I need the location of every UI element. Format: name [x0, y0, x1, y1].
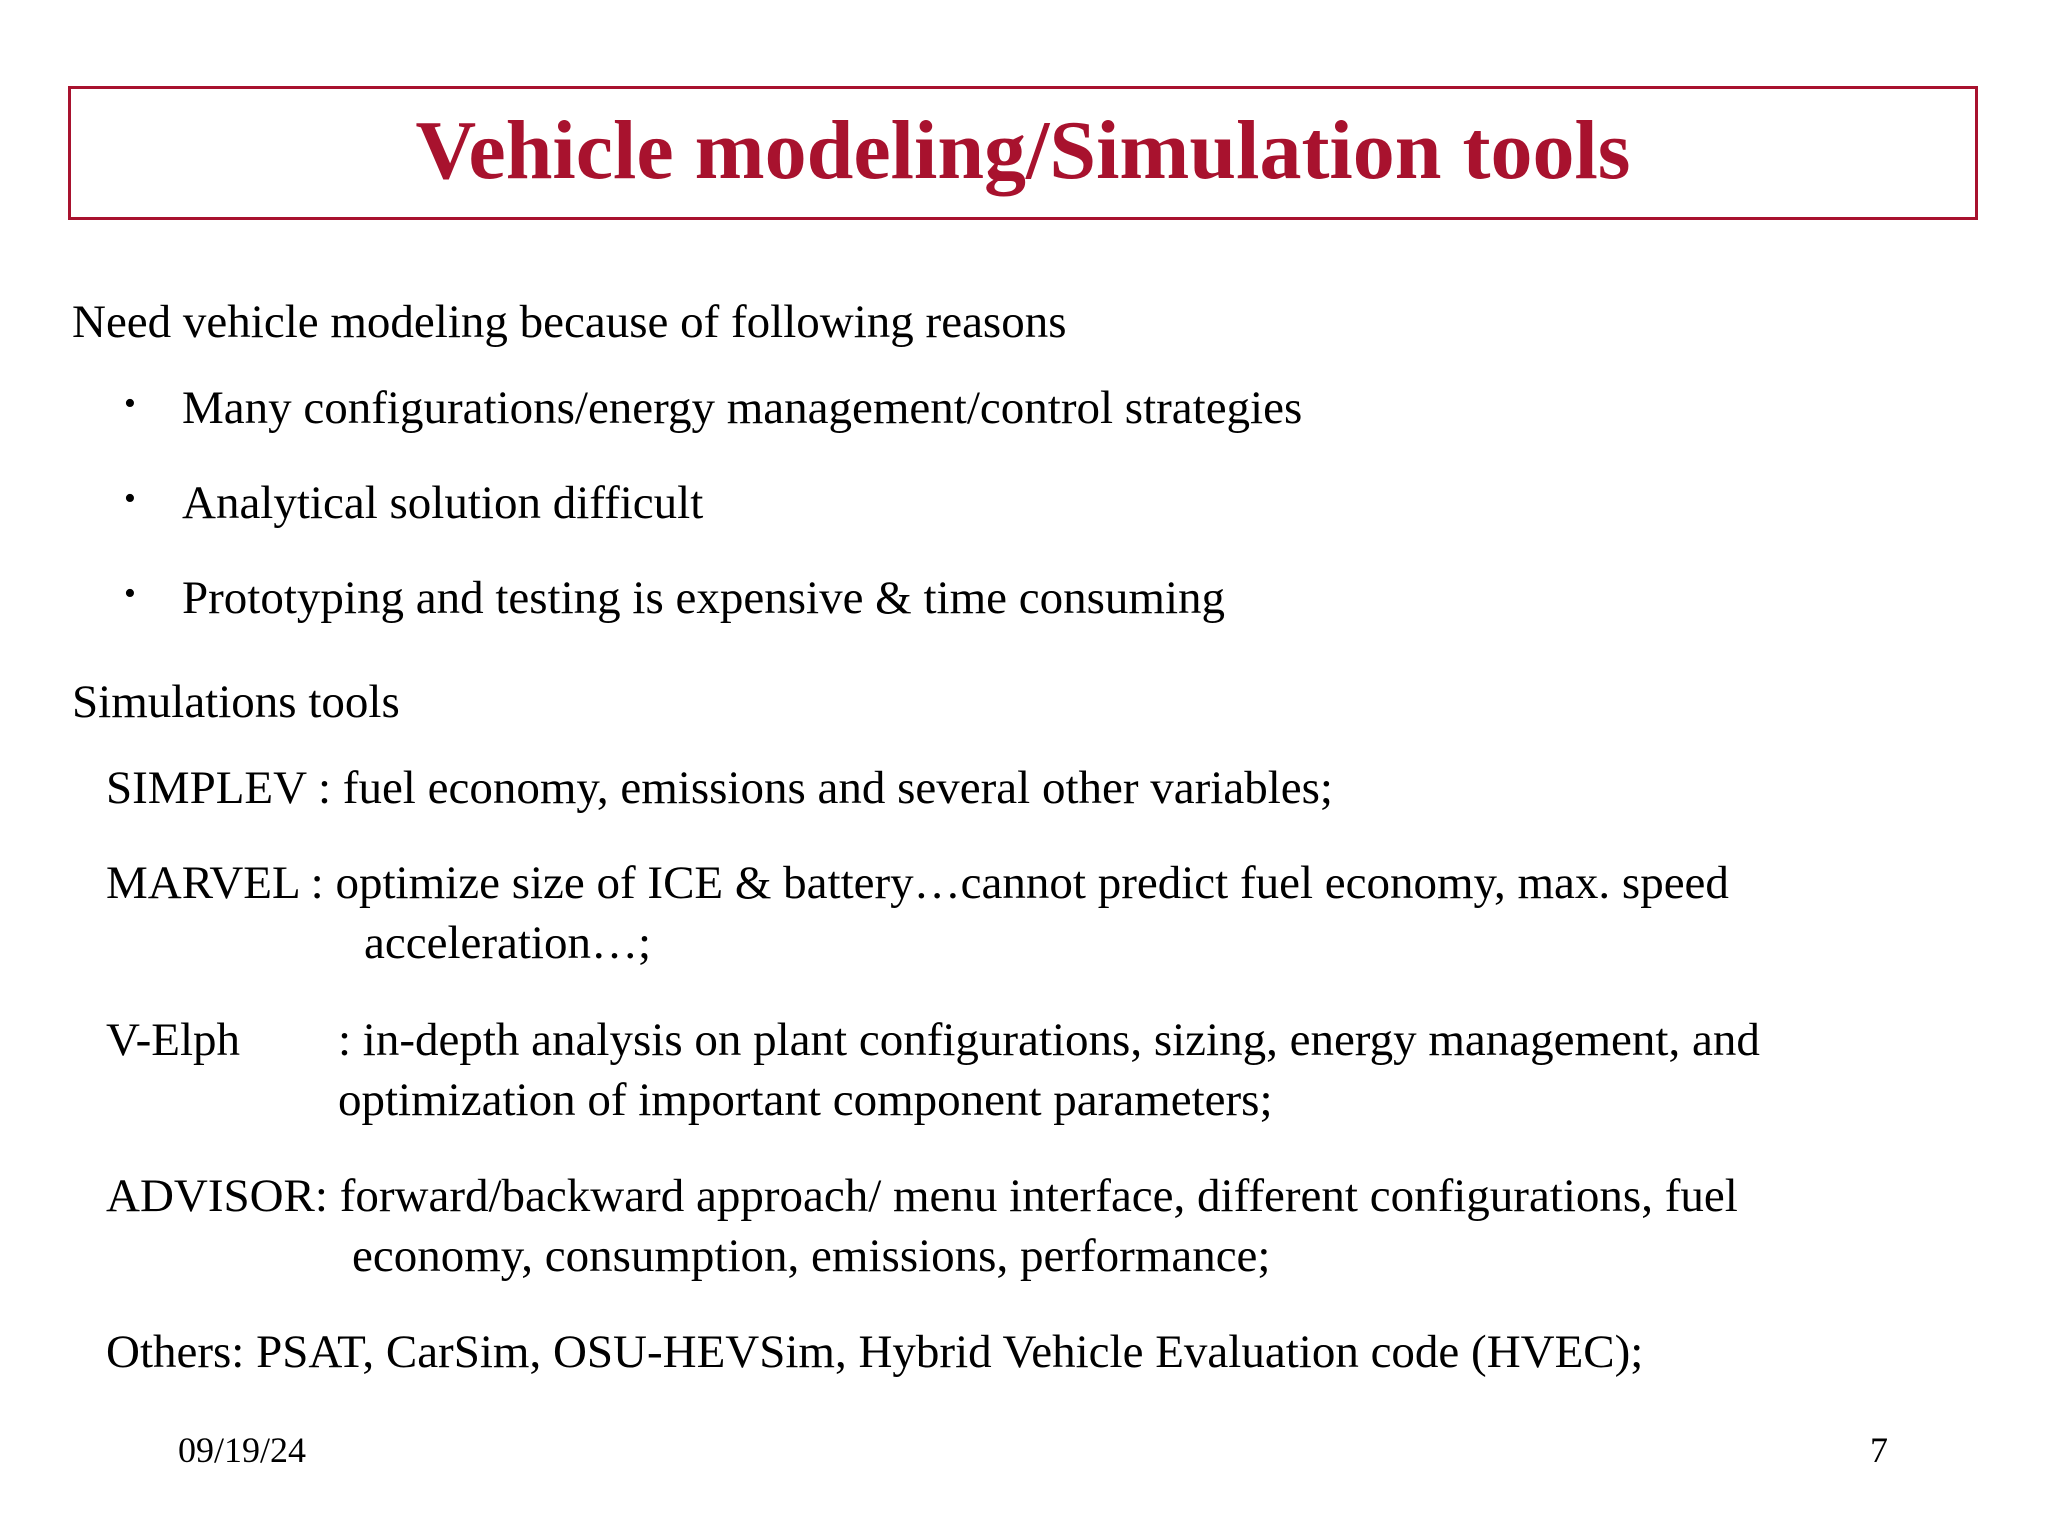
tool-simplev-text: SIMPLEV : fuel economy, emissions and several other variables; [106, 762, 1333, 814]
page-number: 7 [1870, 1430, 1888, 1470]
title-frame [68, 86, 1978, 220]
bullet-item [124, 378, 1302, 438]
bullet-text: Prototyping and testing is expensive & time consuming [182, 572, 1226, 624]
intro-text: Need vehicle modeling because of following reasons [72, 296, 1067, 348]
footer-date: 09/19/24 [178, 1430, 307, 1470]
bullet-item [124, 568, 1225, 628]
bullet-icon: • [124, 385, 136, 422]
bullet-text: Analytical solution difficult [182, 477, 704, 529]
tool-simplev [106, 758, 1333, 818]
tool-advisor-text: ADVISOR: forward/backward approach/ menu interface, different configurations, fuel [106, 1170, 1738, 1222]
bullet-text: Many configurations/energy management/control strategies [182, 382, 1303, 434]
tool-marvel [106, 853, 1729, 913]
tool-v-elph-label: V-Elph [106, 1014, 241, 1066]
slide-title: Vehicle modeling/Simulation tools [415, 104, 1631, 197]
others-text: Others: PSAT, CarSim, OSU-HEVSim, Hybrid Vehicle Evaluation code (HVEC); [106, 1326, 1644, 1378]
tool-advisor-continued: economy, consumption, emissions, performance; [352, 1230, 1271, 1282]
tool-v-elph [106, 1010, 240, 1070]
bullet-icon: • [124, 480, 136, 517]
tool-v-elph-text: : in-depth analysis on plant configurations, sizing, energy management, and [338, 1014, 1760, 1066]
bullet-icon: • [124, 575, 136, 612]
tool-v-elph-continued: optimization of important component parameters; [338, 1074, 1273, 1126]
bullet-item [124, 473, 703, 533]
tool-marvel-continued: acceleration…; [364, 917, 652, 969]
others-line [106, 1322, 1643, 1382]
tool-marvel-text: MARVEL : optimize size of ICE & battery…cannot predict fuel economy, max. speed [106, 857, 1729, 909]
tools-heading: Simulations tools [72, 676, 400, 728]
tool-advisor [106, 1166, 1738, 1226]
